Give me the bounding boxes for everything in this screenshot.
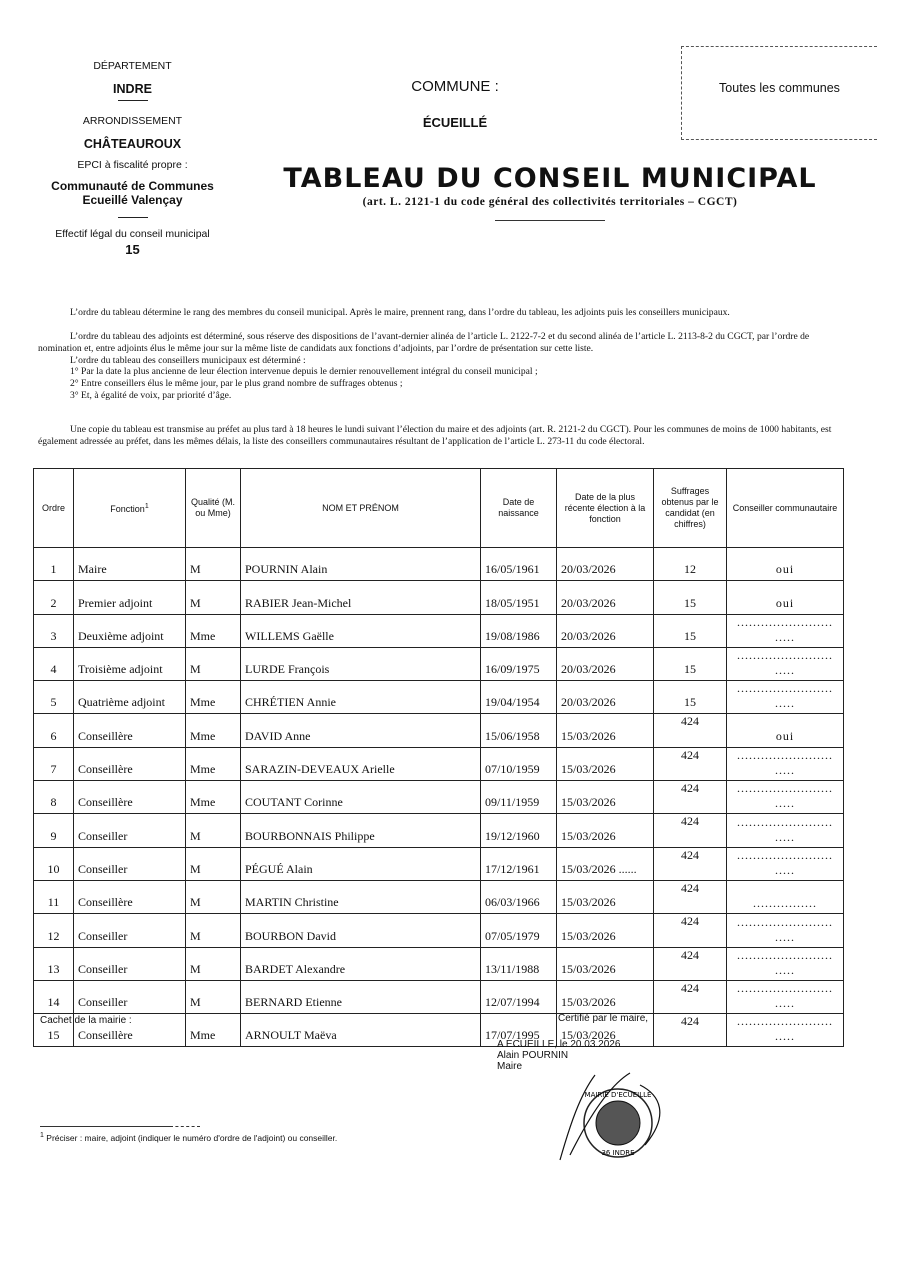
row-qualite: M	[186, 548, 241, 581]
header-election: Date de la plus récente élection à la fonction	[557, 469, 654, 548]
row-election: 15/03/2026	[557, 747, 654, 780]
header-qualite: Qualité (M. ou Mme)	[186, 469, 241, 548]
row-qualite: Mme	[186, 614, 241, 647]
effectif-label: Effectif légal du conseil municipal	[55, 228, 210, 240]
row-election: 20/03/2026	[557, 647, 654, 680]
paragraph-text: Une copie du tableau est transmise au préfet au plus tard à 18 heures le lundi suivant l’élection du maire et des adjoints (art. R. 2121-2 du CGCT). Pour les communes de moins de 1000 habitants, est également adressée au préfet, dans les mêmes délais, la liste des conseillers communautaires résultant de l’application de l’article L. 273-11 du code électoral.	[38, 424, 832, 447]
signatory-title: Maire	[497, 1061, 523, 1072]
divider	[118, 217, 148, 218]
row-suffrages: 15	[654, 647, 727, 680]
header-fonction-label: Fonction	[110, 504, 145, 514]
signatory-name: Alain POURNIN	[497, 1050, 569, 1061]
row-fonction: Conseillère	[74, 781, 186, 814]
row-qualite: M	[186, 581, 241, 614]
place-date: A ECUEILLE, le 20.03.2026	[497, 1039, 621, 1050]
intro-paragraph-2	[38, 331, 850, 402]
row-suffrages: 424	[654, 714, 727, 747]
footnote-ref: 1	[144, 503, 149, 510]
table-row	[34, 647, 844, 680]
row-qualite: Mme	[186, 1014, 241, 1047]
row-fonction: Conseillère	[74, 1014, 186, 1047]
row-fonction: Premier adjoint	[74, 581, 186, 614]
row-election: 15/03/2026 ......	[557, 847, 654, 880]
row-qualite: M	[186, 947, 241, 980]
row-ordre: 10	[34, 847, 74, 880]
rule-item-3: 3° Et, à égalité de voix, par priorité d’âge.	[70, 389, 232, 401]
table-row	[34, 781, 844, 814]
table-row	[34, 814, 844, 847]
row-election: 15/03/2026	[557, 814, 654, 847]
row-naissance: 16/05/1961	[481, 548, 557, 581]
row-nom: CHRÉTIEN Annie	[241, 681, 481, 714]
row-fonction: Deuxième adjoint	[74, 614, 186, 647]
row-fonction: Quatrième adjoint	[74, 681, 186, 714]
row-naissance: 07/05/1979	[481, 914, 557, 947]
row-nom: SARAZIN-DEVEAUX Arielle	[241, 747, 481, 780]
row-naissance: 09/11/1959	[481, 781, 557, 814]
row-naissance: 19/12/1960	[481, 814, 557, 847]
row-nom: LURDE François	[241, 647, 481, 680]
paragraph-text: L’ordre du tableau détermine le rang des membres du conseil municipal. Après le maire, prennent rang, dans l’ordre du tableau, les adjoints puis les conseillers municipaux.	[70, 307, 730, 318]
row-qualite: M	[186, 647, 241, 680]
row-naissance: 13/11/1988	[481, 947, 557, 980]
row-qualite: Mme	[186, 781, 241, 814]
row-nom: BERNARD Etienne	[241, 980, 481, 1013]
stamp-text-top: MAIRIE D'ECUEILLE	[584, 1091, 652, 1099]
header-ordre: Ordre	[34, 469, 74, 548]
row-ordre: 11	[34, 880, 74, 913]
row-election: 15/03/2026	[557, 947, 654, 980]
row-election: 15/03/2026	[557, 781, 654, 814]
row-naissance: 17/12/1961	[481, 847, 557, 880]
row-ordre: 15	[34, 1014, 74, 1047]
row-nom: ARNOULT Maëva	[241, 1014, 481, 1047]
row-nom: BARDET Alexandre	[241, 947, 481, 980]
row-communautaire: ........................ .....	[727, 914, 844, 947]
table-row	[34, 980, 844, 1013]
table-row	[34, 614, 844, 647]
row-communautaire: ........................ .....	[727, 681, 844, 714]
row-suffrages: 12	[654, 548, 727, 581]
row-suffrages: 424	[654, 847, 727, 880]
row-election: 15/03/2026	[557, 980, 654, 1013]
rule-item-2: 2° Entre conseillers élus le même jour, par le plus grand nombre de suffrages obtenus ;	[70, 378, 403, 390]
row-suffrages: 424	[654, 880, 727, 913]
cachet-label: Cachet de la mairie :	[40, 1015, 132, 1026]
row-fonction: Conseillère	[74, 714, 186, 747]
arrondissement-value: CHÂTEAUROUX	[83, 137, 182, 151]
row-election: 15/03/2026	[557, 914, 654, 947]
row-naissance: 16/09/1975	[481, 647, 557, 680]
row-ordre: 7	[34, 747, 74, 780]
row-ordre: 6	[34, 714, 74, 747]
header-communautaire: Conseiller communautaire	[727, 469, 844, 548]
document-title	[270, 163, 830, 221]
footnote-divider	[40, 1126, 170, 1127]
row-election: 15/03/2026	[557, 714, 654, 747]
row-communautaire: ........................ .....	[727, 614, 844, 647]
row-fonction: Conseiller	[74, 947, 186, 980]
effectif-value: 15	[125, 242, 140, 257]
table-row	[34, 847, 844, 880]
header-fonction	[74, 469, 186, 548]
epci-line-2: Ecueillé Valençay	[82, 193, 183, 207]
scope-text: Toutes les communes	[719, 81, 840, 95]
row-communautaire: ........................ .....	[727, 980, 844, 1013]
table-row	[34, 914, 844, 947]
row-qualite: M	[186, 847, 241, 880]
row-ordre: 5	[34, 681, 74, 714]
row-naissance: 12/07/1994	[481, 980, 557, 1013]
table-row	[34, 714, 844, 747]
row-suffrages: 424	[654, 980, 727, 1013]
rule-item-1: 1° Par la date la plus ancienne de leur élection intervenue depuis le dernier renouvellement intégral du conseil municipal ;	[70, 366, 538, 378]
paragraph-text: L’ordre du tableau des adjoints est déterminé, sous réserve des dispositions de l’avant-dernier alinéa de l’article L. 2122-7-2 et du second alinéa de l’article L. 2113-8-2 du CGCT, par l’ordre de nomination et, entre adjoints élus le même jour sur la même liste de candidats aux fonctions d’adjoints, par l’ordre de présentation sur cette liste.	[38, 331, 810, 354]
table-row	[34, 681, 844, 714]
row-suffrages: 424	[654, 1014, 727, 1047]
table-row	[34, 548, 844, 581]
row-ordre: 13	[34, 947, 74, 980]
row-nom: COUTANT Corinne	[241, 781, 481, 814]
row-qualite: M	[186, 880, 241, 913]
epci-line-1: Communauté de Communes	[51, 179, 214, 193]
table-row	[34, 947, 844, 980]
paragraph-text: L’ordre du tableau des conseillers municipaux est déterminé :	[70, 354, 306, 366]
row-qualite: Mme	[186, 747, 241, 780]
footnote-text: Préciser : maire, adjoint (indiquer le numéro d'ordre de l'adjoint) ou conseiller.	[46, 1132, 338, 1143]
row-election: 20/03/2026	[557, 614, 654, 647]
page-title: TABLEAU DU CONSEIL MUNICIPAL	[283, 163, 817, 194]
row-nom: POURNIN Alain	[241, 548, 481, 581]
row-suffrages: 424	[654, 747, 727, 780]
row-nom: BOURBON David	[241, 914, 481, 947]
commune-value: ÉCUEILLÉ	[422, 115, 488, 130]
row-election: 15/03/2026	[557, 1014, 654, 1047]
row-communautaire: oui	[727, 714, 844, 747]
page-subtitle: (art. L. 2121-1 du code général des collectivités territoriales – CGCT)	[362, 196, 738, 208]
certification-label: Certifié par le maire,	[558, 1013, 649, 1024]
row-suffrages: 424	[654, 914, 727, 947]
row-election: 15/03/2026	[557, 880, 654, 913]
row-communautaire: ........................ .....	[727, 847, 844, 880]
territory-info	[30, 60, 235, 257]
table-row	[34, 880, 844, 913]
row-fonction: Conseillère	[74, 747, 186, 780]
row-ordre: 2	[34, 581, 74, 614]
commune-block	[360, 78, 550, 130]
row-communautaire: ........................ .....	[727, 814, 844, 847]
row-naissance: 19/08/1986	[481, 614, 557, 647]
row-fonction: Conseiller	[74, 814, 186, 847]
row-naissance: 15/06/1958	[481, 714, 557, 747]
epci-label: EPCI à fiscalité propre :	[77, 159, 188, 171]
table-row	[34, 581, 844, 614]
row-qualite: M	[186, 980, 241, 1013]
footnote-mark: 1	[40, 1132, 44, 1139]
row-communautaire: oui	[727, 548, 844, 581]
table-row	[34, 747, 844, 780]
row-ordre: 14	[34, 980, 74, 1013]
departement-label: DÉPARTEMENT	[93, 60, 172, 72]
row-nom: DAVID Anne	[241, 714, 481, 747]
row-election: 20/03/2026	[557, 681, 654, 714]
row-communautaire: oui	[727, 581, 844, 614]
row-suffrages: 424	[654, 781, 727, 814]
row-election: 20/03/2026	[557, 548, 654, 581]
row-naissance: 07/10/1959	[481, 747, 557, 780]
departement-value: INDRE	[113, 82, 152, 96]
row-fonction: Troisième adjoint	[74, 647, 186, 680]
row-communautaire: ........................ .....	[727, 781, 844, 814]
commune-label: COMMUNE :	[411, 78, 499, 95]
row-suffrages: 15	[654, 581, 727, 614]
row-fonction: Maire	[74, 548, 186, 581]
row-fonction: Conseiller	[74, 847, 186, 880]
row-fonction: Conseillère	[74, 880, 186, 913]
scope-box	[681, 46, 877, 140]
row-ordre: 3	[34, 614, 74, 647]
row-fonction: Conseiller	[74, 914, 186, 947]
row-naissance: 17/07/1995	[481, 1014, 557, 1047]
footnote	[40, 1132, 337, 1143]
row-communautaire: ........................ .....	[727, 647, 844, 680]
row-naissance: 06/03/1966	[481, 880, 557, 913]
footnote-divider	[170, 1126, 200, 1127]
row-ordre: 4	[34, 647, 74, 680]
row-nom: RABIER Jean-Michel	[241, 581, 481, 614]
arrondissement-label: ARRONDISSEMENT	[82, 115, 183, 127]
table-row	[34, 1014, 844, 1047]
row-naissance: 19/04/1954	[481, 681, 557, 714]
council-table	[33, 468, 844, 1047]
table-header-row	[34, 469, 844, 548]
mayor-stamp-icon	[550, 1065, 680, 1165]
row-qualite: Mme	[186, 714, 241, 747]
header-nom: NOM ET PRÉNOM	[241, 469, 481, 548]
stamp-text-bottom: 36 INDRE	[601, 1149, 635, 1157]
row-qualite: M	[186, 814, 241, 847]
row-nom: WILLEMS Gaëlle	[241, 614, 481, 647]
row-ordre: 1	[34, 548, 74, 581]
row-qualite: M	[186, 914, 241, 947]
row-communautaire: ................	[727, 880, 844, 913]
row-qualite: Mme	[186, 681, 241, 714]
row-fonction: Conseiller	[74, 980, 186, 1013]
row-nom: PÉGUÉ Alain	[241, 847, 481, 880]
header-suffrages: Suffrages obtenus par le candidat (en chiffres)	[654, 469, 727, 548]
row-suffrages: 15	[654, 681, 727, 714]
row-communautaire: ........................ .....	[727, 747, 844, 780]
header-naissance: Date de naissance	[481, 469, 557, 548]
intro-paragraph-1	[38, 307, 850, 319]
intro-paragraph-3	[38, 424, 850, 448]
row-communautaire: ........................ .....	[727, 1014, 844, 1047]
row-suffrages: 15	[654, 614, 727, 647]
row-nom: BOURBONNAIS Philippe	[241, 814, 481, 847]
row-ordre: 12	[34, 914, 74, 947]
divider	[495, 220, 605, 221]
row-naissance: 18/05/1951	[481, 581, 557, 614]
row-suffrages: 424	[654, 947, 727, 980]
row-election: 20/03/2026	[557, 581, 654, 614]
row-suffrages: 424	[654, 814, 727, 847]
row-communautaire: ........................ .....	[727, 947, 844, 980]
row-ordre: 9	[34, 814, 74, 847]
row-nom: MARTIN Christine	[241, 880, 481, 913]
row-ordre: 8	[34, 781, 74, 814]
divider	[118, 100, 148, 101]
